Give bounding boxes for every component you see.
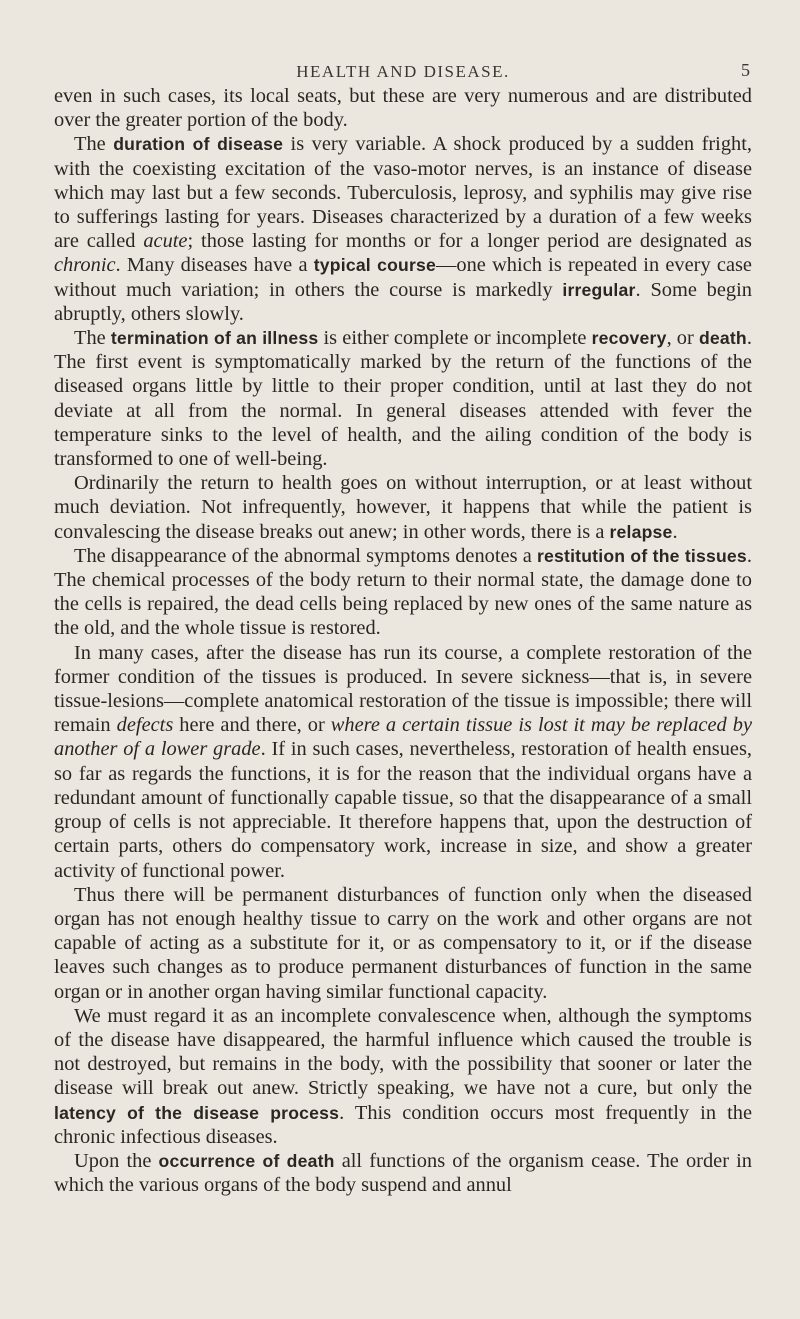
paragraph — [54, 132, 752, 326]
text-run: all functions of the organism cease. The order in which the various organs of the body suspend and annul — [54, 1149, 753, 1197]
text-run: . The first event is symptomatically marked by the return of the functions of the diseased organs little by little to their proper condition, until at last they do not deviate at all from the normal. In general diseases attended with fever the temperature sinks to the level of health, and the ailing condition of the body is transformed to one of well-being. — [54, 327, 752, 471]
emphasized-term: typical course — [313, 255, 437, 276]
paragraph — [54, 883, 752, 1004]
text-run: Upon the — [74, 1149, 159, 1172]
paragraph — [54, 326, 752, 471]
text-run: In many cases, after the disease has run its course, a complete restoration of the former condition of the tissues is produced. In severe sickness—that is, in severe tissue-lesions—complete anatomical restoration of the tissue is impossible; there will remain — [54, 641, 752, 737]
text-run: . If in such cases, nevertheless, restoration of health ensues, so far as regards the functions, it is for the reason that the individual organs have a redundant amount of functionally capable tissue, so that the disappearance of a small group of cells is not appreciable. It therefore happens that, upon the destruction of certain parts, others do compensatory work, increase in size, and show a greater activity of functional power. — [54, 738, 752, 882]
text-run: . Many diseases have a — [115, 254, 314, 277]
text-run: We must regard it as an incomplete convalescence when, although the symptoms of the disease have disappeared, the harmful influence which caused the trouble is not destroyed, but remains in the body, with the possibility that sooner or later the disease will break out anew. Strictly speaking, we have not a cure, but only the — [54, 1004, 752, 1100]
page-number: 5 — [741, 60, 750, 80]
text-run: . — [672, 520, 678, 543]
text-run: ; those lasting for months or for a longer period are designated as — [187, 230, 752, 253]
italic-phrase: defects — [116, 714, 174, 737]
text-run: Thus there will be permanent disturbances of function only when the diseased organ has not enough healthy tissue to carry on the work and other organs are not capable of acting as a substitute for it, or as compensatory to it, or if the disease leaves such changes as to produce permanent disturbances of function in the same organ or in another organ having similar functional capacity. — [54, 883, 752, 1003]
body-text — [54, 84, 752, 1197]
emphasized-term: irregular — [562, 279, 636, 300]
italic-phrase: where a certain tissue is lost it may be replaced by another of a lower grade — [54, 714, 752, 761]
paragraph — [54, 84, 752, 132]
text-run: . Some begin abruptly, others slowly. — [54, 278, 752, 325]
text-run: —one which is repeated in every case without much variation; in others the course is markedly — [54, 254, 752, 301]
paragraph — [54, 544, 752, 641]
emphasized-term: occurrence of death — [158, 1150, 335, 1171]
emphasized-term: latency of the disease process — [54, 1102, 340, 1123]
text-run: here and there, or — [173, 714, 331, 737]
text-run: . The chemical processes of the body return to their normal state, the damage done to the cells is repaired, the dead cells being replaced by new ones of the same nature as the old, and the whole tissue is restored. — [54, 544, 752, 640]
text-run: The — [74, 327, 111, 350]
running-head — [54, 0, 752, 84]
text-run: is either complete or incomplete — [318, 327, 592, 350]
italic-phrase: acute — [143, 230, 188, 253]
paragraph — [54, 1004, 752, 1149]
text-run: Ordinarily the return to health goes on without interruption, or at least without much deviation. Not infrequently, however, it happens that while the patient is convalescing the disease breaks out anew; in other words, there is a — [54, 472, 752, 543]
paragraph — [54, 641, 752, 883]
emphasized-term: death — [698, 328, 747, 349]
text-run: The disappearance of the abnormal symptoms denotes a — [74, 544, 538, 567]
running-title: HEALTH AND DISEASE. — [296, 62, 510, 81]
text-run: is very variable. A shock produced by a sudden fright, with the coexisting excitation of the vaso-motor nerves, is an instance of disease which may last but a few seconds. Tuberculosis, leprosy, and syphilis may give rise to sufferings lasting for years. Diseases characterized by a duration of a few weeks are called — [54, 133, 752, 253]
text-run: . This condition occurs most frequently in the chronic infectious diseases. — [54, 1101, 752, 1148]
emphasized-term: relapse — [609, 521, 673, 542]
text-run: even in such cases, its local seats, but these are very numerous and are distributed over the greater portion of the body. — [54, 85, 752, 132]
italic-phrase: chronic — [54, 254, 116, 277]
paragraph — [54, 1149, 752, 1197]
text-run: , or — [666, 327, 699, 350]
emphasized-term: duration of disease — [113, 134, 284, 155]
emphasized-term: restitution of the tissues — [537, 545, 747, 566]
emphasized-term: recovery — [591, 328, 667, 349]
emphasized-term: termination of an illness — [110, 328, 319, 349]
text-run: The — [74, 133, 114, 156]
paragraph — [54, 471, 752, 544]
